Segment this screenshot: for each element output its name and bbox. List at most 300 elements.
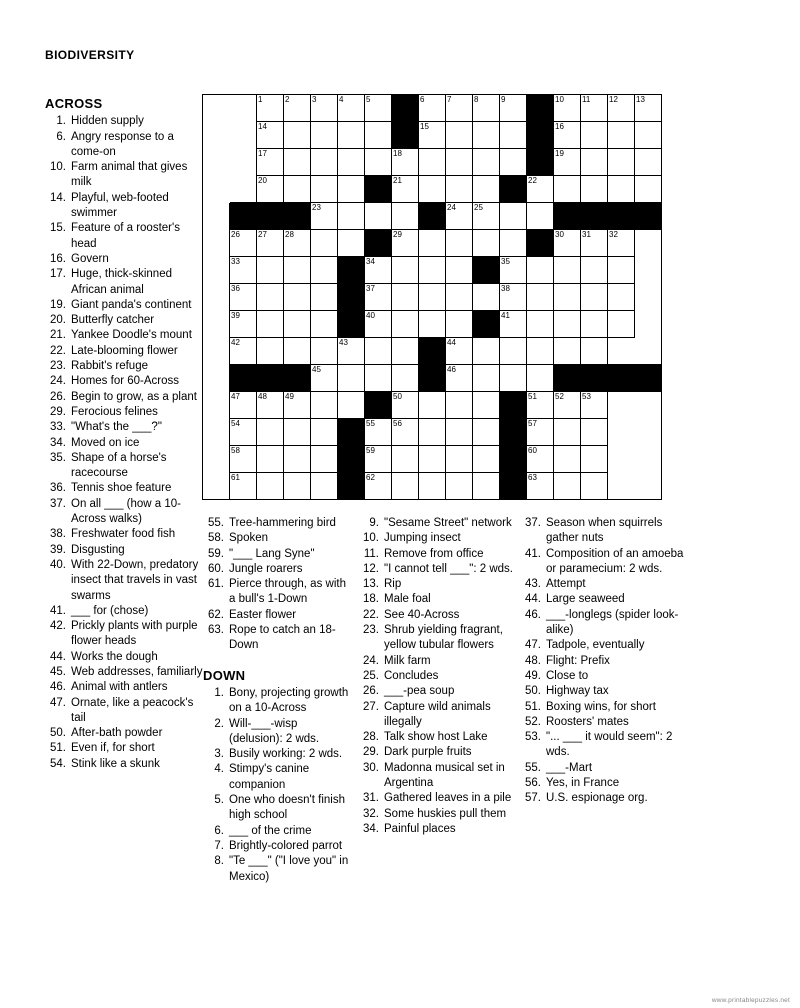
grid-cell[interactable] [554,446,581,473]
grid-cell[interactable] [311,203,338,230]
grid-cell[interactable] [392,284,419,311]
grid-cell[interactable] [392,311,419,338]
grid-cell[interactable] [257,392,284,419]
grid-cell[interactable] [554,284,581,311]
grid-row [203,392,662,419]
grid-cell[interactable] [500,338,527,365]
grid-cell-number: 53 [582,392,591,401]
grid-cell-number: 46 [447,365,456,374]
grid-cell[interactable] [473,176,500,203]
clue-text: Spoken [229,532,269,545]
grid-cell[interactable] [473,365,500,392]
grid-cell[interactable] [365,95,392,122]
grid-cell[interactable] [257,311,284,338]
grid-cell[interactable] [311,338,338,365]
grid-cell[interactable] [419,230,446,257]
clue-number: 16. [50,252,66,265]
clue-text: Yankee Doodle's mount [71,329,192,342]
grid-cell[interactable] [311,257,338,284]
grid-cell[interactable] [284,149,311,176]
grid-cell[interactable] [419,122,446,149]
grid-cell[interactable] [527,338,554,365]
grid-cell[interactable] [554,149,581,176]
grid-cell-number: 27 [258,230,267,239]
grid-cell[interactable] [230,338,257,365]
grid-cell[interactable] [284,311,311,338]
grid-cell[interactable] [500,230,527,257]
grid-cell[interactable] [338,149,365,176]
clue-text: Playful, web-footed swimmer [71,191,169,220]
grid-cell[interactable] [392,446,419,473]
grid-cell[interactable] [473,284,500,311]
grid-cell[interactable] [311,284,338,311]
clue-text: Homes for 60-Across [71,375,180,388]
grid-cell[interactable] [527,392,554,419]
grid-cell[interactable] [365,122,392,149]
grid-cell[interactable] [365,365,392,392]
grid-cell[interactable] [284,95,311,122]
grid-cell[interactable] [446,365,473,392]
grid-cell[interactable] [392,365,419,392]
clue-number: 12. [363,562,379,575]
grid-cell[interactable] [581,149,608,176]
grid-cell[interactable] [554,473,581,500]
clue-number: 59. [208,547,224,560]
clue-text: Will-___-wisp (delusion): 2 wds. [229,717,320,745]
grid-cell-empty [203,203,230,230]
grid-cell[interactable] [581,473,608,500]
clue-number: 48. [525,654,541,667]
clue-number: 8. [214,855,224,868]
grid-cell-block [419,203,446,230]
grid-cell-empty [203,419,230,446]
grid-cell-empty [230,149,257,176]
grid-cell[interactable] [554,392,581,419]
grid-cell[interactable] [473,149,500,176]
grid-cell[interactable] [257,338,284,365]
grid-cell[interactable] [473,95,500,122]
clue-number: 45. [50,665,66,678]
grid-cell[interactable] [419,95,446,122]
grid-row [203,122,662,149]
grid-cell[interactable] [284,473,311,500]
grid-cell-block [284,203,311,230]
grid-cell[interactable] [257,419,284,446]
clue-item [520,669,690,684]
grid-cell[interactable] [311,311,338,338]
grid-cell-block [230,365,257,392]
grid-cell-empty [635,392,662,419]
grid-cell-number: 9 [501,95,506,104]
clue-item [358,730,518,745]
grid-cell-empty [203,257,230,284]
grid-cell[interactable] [581,230,608,257]
grid-cell[interactable] [473,473,500,500]
grid-cell[interactable] [608,149,635,176]
grid-cell[interactable] [446,473,473,500]
grid-cell[interactable] [473,446,500,473]
clue-text: Talk show host Lake [384,731,488,744]
grid-cell[interactable] [446,95,473,122]
clue-number: 14. [50,191,66,204]
grid-cell[interactable] [581,311,608,338]
clue-text: Tadpole, eventually [546,639,645,652]
grid-cell[interactable] [608,95,635,122]
clue-number: 42. [50,620,66,633]
clue-number: 38. [50,528,66,541]
grid-cell[interactable] [608,257,635,284]
grid-cell-block [284,365,311,392]
grid-cell[interactable] [365,284,392,311]
grid-cell[interactable] [554,176,581,203]
grid-cell-empty [203,284,230,311]
grid-cell[interactable] [392,473,419,500]
grid-cell[interactable] [257,176,284,203]
grid-cell[interactable] [446,176,473,203]
grid-cell[interactable] [365,419,392,446]
grid-cell[interactable] [230,311,257,338]
grid-cell-empty [608,446,635,473]
clue-item [45,726,205,741]
grid-cell[interactable] [581,257,608,284]
grid-cell-number: 4 [339,95,344,104]
grid-cell[interactable] [527,284,554,311]
grid-cell[interactable] [392,257,419,284]
grid-cell[interactable] [635,176,662,203]
grid-cell[interactable] [608,122,635,149]
grid-cell[interactable] [554,338,581,365]
grid-cell[interactable] [311,176,338,203]
grid-cell[interactable] [527,446,554,473]
grid-cell[interactable] [446,392,473,419]
grid-cell[interactable] [608,284,635,311]
grid-cell[interactable] [311,446,338,473]
grid-cell[interactable] [554,257,581,284]
grid-cell-number: 34 [366,257,375,266]
grid-cell[interactable] [473,122,500,149]
clue-number: 39. [50,543,66,556]
grid-cell[interactable] [284,446,311,473]
grid-cell[interactable] [392,203,419,230]
grid-cell[interactable] [419,257,446,284]
grid-cell[interactable] [392,176,419,203]
grid-cell[interactable] [500,257,527,284]
grid-cell[interactable] [581,392,608,419]
grid-cell[interactable] [419,473,446,500]
clue-item [203,516,353,531]
grid-cell[interactable] [311,473,338,500]
grid-cell[interactable] [419,176,446,203]
down-clue-list-3 [520,516,690,807]
grid-cell[interactable] [446,122,473,149]
across-column-2 [203,516,353,885]
grid-cell[interactable] [446,203,473,230]
grid-cell[interactable] [446,311,473,338]
clue-item [358,807,518,822]
grid-cell-block [473,311,500,338]
grid-cell-number: 35 [501,257,510,266]
grid-cell-block [419,365,446,392]
grid-cell[interactable] [581,284,608,311]
grid-cell[interactable] [419,311,446,338]
grid-cell[interactable] [338,95,365,122]
grid-cell[interactable] [392,338,419,365]
grid-cell-number: 62 [366,473,375,482]
grid-cell[interactable] [419,392,446,419]
grid-cell[interactable] [608,230,635,257]
grid-cell[interactable] [311,149,338,176]
grid-cell[interactable] [554,95,581,122]
clue-text: Gathered leaves in a pile [384,792,512,805]
grid-cell[interactable] [230,473,257,500]
clue-text: Prickly plants with purple flower heads [71,620,198,648]
clue-number: 10. [363,532,379,545]
grid-cell[interactable] [230,419,257,446]
clue-item [45,741,205,756]
grid-cell[interactable] [446,257,473,284]
grid-cell[interactable] [284,392,311,419]
across-column-1 [45,96,205,772]
grid-cell[interactable] [338,392,365,419]
grid-cell[interactable] [527,419,554,446]
clue-text: Large seaweed [546,593,625,606]
grid-cell[interactable] [446,284,473,311]
grid-cell[interactable] [527,473,554,500]
grid-cell[interactable] [392,149,419,176]
grid-cell[interactable] [365,473,392,500]
clue-text: Boxing wins, for short [546,700,656,713]
grid-cell-empty [203,95,230,122]
grid-cell[interactable] [311,122,338,149]
grid-cell[interactable] [392,230,419,257]
grid-cell[interactable] [365,446,392,473]
grid-cell[interactable] [554,419,581,446]
grid-cell[interactable] [419,149,446,176]
clue-item [520,638,690,653]
grid-cell[interactable] [554,122,581,149]
clue-number: 29. [50,405,66,418]
clue-item [45,558,205,604]
grid-cell-number: 18 [393,149,402,158]
grid-row [203,446,662,473]
grid-cell[interactable] [257,122,284,149]
grid-cell[interactable] [257,473,284,500]
grid-cell[interactable] [527,203,554,230]
grid-cell[interactable] [311,419,338,446]
grid-cell[interactable] [230,257,257,284]
clue-text: Hidden supply [71,115,144,128]
grid-cell-number: 14 [258,122,267,131]
clue-number: 61. [208,578,224,591]
grid-cell[interactable] [581,419,608,446]
grid-cell[interactable] [419,284,446,311]
grid-cell[interactable] [419,446,446,473]
grid-cell[interactable] [365,257,392,284]
grid-cell[interactable] [446,419,473,446]
grid-cell[interactable] [473,419,500,446]
grid-cell[interactable] [311,365,338,392]
grid-cell[interactable] [284,230,311,257]
grid-cell-block [473,257,500,284]
grid-cell[interactable] [581,176,608,203]
clue-number: 22. [50,344,66,357]
grid-cell[interactable] [527,365,554,392]
grid-cell[interactable] [365,338,392,365]
clue-number: 46. [50,681,66,694]
clue-number: 44. [525,593,541,606]
crossword-grid [202,94,662,500]
grid-cell[interactable] [338,176,365,203]
grid-cell[interactable] [527,257,554,284]
clue-number: 51. [525,700,541,713]
clue-text: Farm animal that gives milk [71,161,188,189]
grid-cell[interactable] [500,203,527,230]
grid-cell[interactable] [284,338,311,365]
grid-cell[interactable] [446,230,473,257]
clue-text: Animal with antlers [71,681,168,694]
grid-cell[interactable] [338,230,365,257]
grid-cell[interactable] [500,284,527,311]
clue-item [45,359,205,374]
grid-cell[interactable] [446,149,473,176]
grid-cell[interactable] [473,392,500,419]
clue-item [358,577,518,592]
grid-cell[interactable] [257,257,284,284]
grid-cell[interactable] [257,95,284,122]
watermark: www.printablepuzzles.net [711,997,790,1004]
clue-item [203,562,353,577]
grid-cell[interactable] [581,338,608,365]
grid-cell-empty [203,365,230,392]
grid-cell-empty [608,338,635,365]
clue-item [358,608,518,623]
down-clue-list-1 [203,686,353,885]
grid-cell-number: 60 [528,446,537,455]
grid-cell-block [365,230,392,257]
clue-text: Begin to grow, as a plant [71,390,197,403]
grid-cell[interactable] [338,122,365,149]
clue-text: Yes, in France [546,777,620,790]
grid-row [203,95,662,122]
clue-number: 36. [50,482,66,495]
clue-item [45,680,205,695]
grid-cell[interactable] [284,419,311,446]
grid-cell[interactable] [230,392,257,419]
clue-text: Busily working: 2 wds. [229,748,343,761]
clue-item [358,669,518,684]
grid-cell[interactable] [581,446,608,473]
grid-cell[interactable] [392,419,419,446]
clue-text: Angry response to a come-on [71,130,174,158]
grid-cell[interactable] [554,311,581,338]
grid-cell-number: 13 [636,95,645,104]
grid-cell[interactable] [635,95,662,122]
clue-number: 11. [363,547,379,560]
grid-cell-empty [203,473,230,500]
grid-cell[interactable] [257,446,284,473]
grid-cell[interactable] [365,203,392,230]
grid-cell[interactable] [392,392,419,419]
grid-cell[interactable] [500,95,527,122]
clue-number: 7. [214,839,224,852]
clue-text: Tree-hammering bird [229,517,336,529]
grid-cell[interactable] [311,95,338,122]
grid-cell[interactable] [230,446,257,473]
grid-cell[interactable] [365,311,392,338]
grid-cell[interactable] [500,365,527,392]
grid-cell-number: 33 [231,257,240,266]
grid-cell-block [338,311,365,338]
grid-cell[interactable] [284,122,311,149]
grid-cell[interactable] [338,365,365,392]
grid-cell[interactable] [284,176,311,203]
grid-cell[interactable] [338,338,365,365]
grid-cell[interactable] [230,284,257,311]
grid-cell[interactable] [473,338,500,365]
grid-cell[interactable] [365,149,392,176]
grid-cell[interactable] [338,203,365,230]
grid-cell[interactable] [500,122,527,149]
clue-number: 4. [214,763,224,776]
grid-cell[interactable] [527,176,554,203]
grid-cell[interactable] [419,419,446,446]
clue-item [45,527,205,542]
grid-cell[interactable] [473,230,500,257]
grid-cell[interactable] [446,338,473,365]
grid-cell[interactable] [230,230,257,257]
grid-cell-number: 7 [447,95,452,104]
grid-cell-number: 42 [231,338,240,347]
clue-number: 35. [50,451,66,464]
clue-item [520,577,690,592]
grid-cell[interactable] [311,230,338,257]
grid-cell[interactable] [446,446,473,473]
grid-cell[interactable] [635,149,662,176]
grid-table [202,94,662,500]
grid-cell[interactable] [527,311,554,338]
grid-cell[interactable] [257,230,284,257]
grid-cell-number: 17 [258,149,267,158]
grid-cell-number: 11 [582,95,591,104]
grid-row [203,257,662,284]
clue-text: Milk farm [384,654,431,667]
grid-cell[interactable] [554,230,581,257]
grid-cell-block [527,230,554,257]
grid-cell[interactable] [473,203,500,230]
clue-number: 47. [525,639,541,652]
grid-cell[interactable] [257,149,284,176]
grid-cell[interactable] [635,122,662,149]
grid-cell[interactable] [581,95,608,122]
grid-cell[interactable] [608,311,635,338]
grid-cell[interactable] [311,392,338,419]
grid-cell[interactable] [257,284,284,311]
clue-text: ___-Mart [546,761,593,774]
clue-number: 18. [363,593,379,606]
grid-cell[interactable] [608,176,635,203]
grid-cell[interactable] [284,257,311,284]
grid-cell[interactable] [581,122,608,149]
clue-item [358,745,518,760]
clue-item [358,654,518,669]
clue-item [520,684,690,699]
grid-cell[interactable] [500,311,527,338]
grid-cell-number: 3 [312,95,317,104]
grid-cell[interactable] [284,284,311,311]
clue-number: 50. [525,685,541,698]
grid-cell[interactable] [500,149,527,176]
grid-cell-number: 21 [393,176,402,185]
